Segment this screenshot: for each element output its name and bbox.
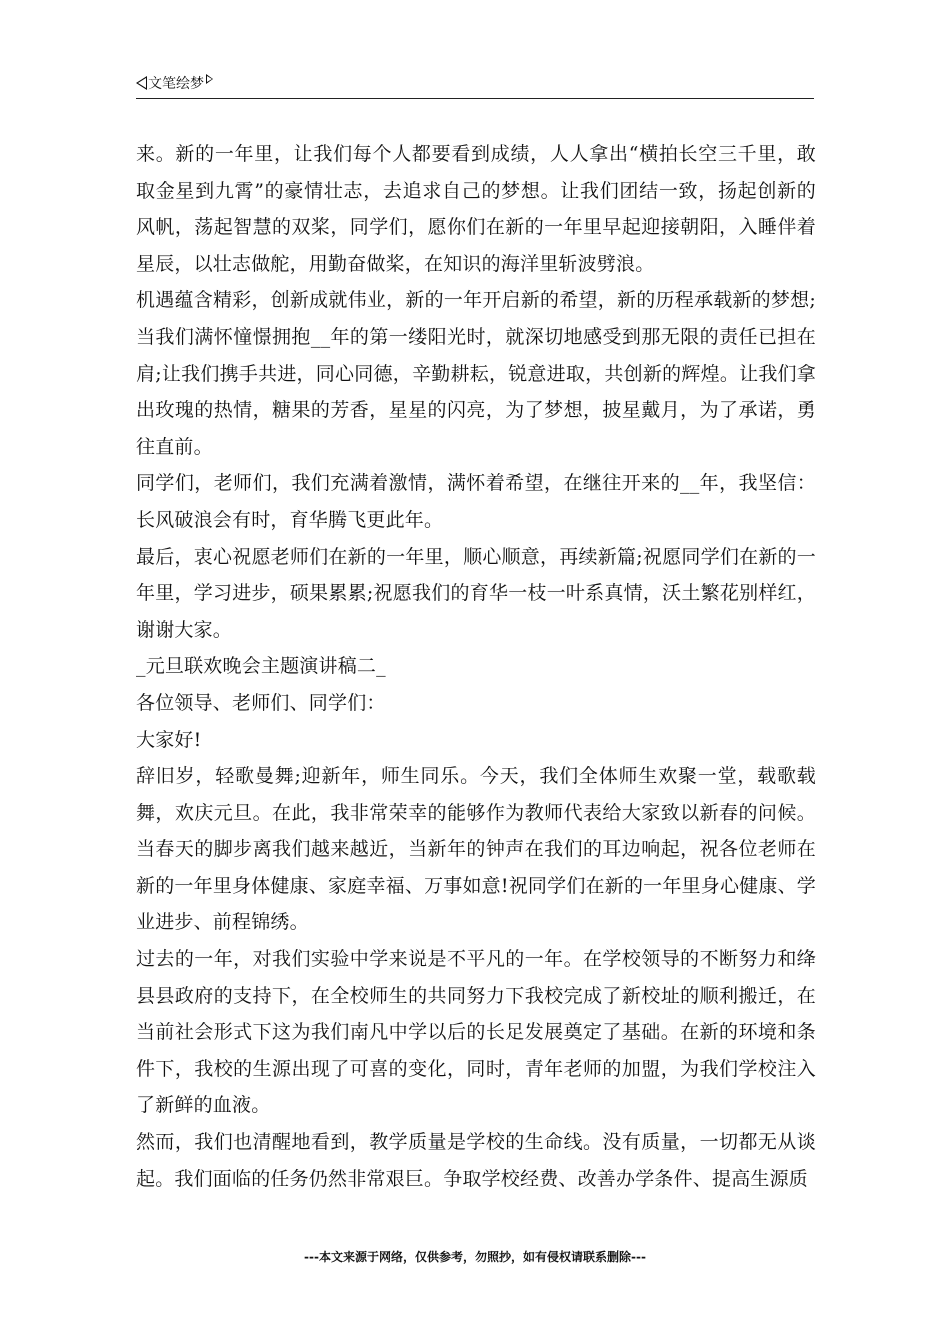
paragraph: 机遇蕴含精彩，创新成就伟业，新的一年开启新的希望，新的历程承载新的梦想;当我们满怀憧憬拥抱__年的第一缕阳光时，就深切地感受到那无限的责任已担在肩;让我们携手共进，同心同德，辛勤耕耘，锐意进取，共创新的辉煌。让我们拿出玫瑰的热情，糖果的芳香，星星的闪亮，为了梦想，披星戴月，为了承诺，勇往直前。 (136, 289, 816, 458)
paragraph: 辞旧岁，轻歌曼舞;迎新年，师生同乐。今天，我们全体师生欢聚一堂，载歌载舞，欢庆元旦。在此，我非常荣幸的能够作为教师代表给大家致以新春的问候。当春天的脚步离我们越来越近，当新年的钟声在我们的耳边响起，祝各位老师在新的一年里身体健康、家庭幸福、万事如意!祝同学们在新的一年里身心健康、学业进步、前程锦绣。 (136, 765, 816, 934)
paragraph: 同学们，老师们，我们充满着激情，满怀着希望，在继往开来的__年，我坚信：长风破浪会有时，育华腾飞更此年。 (136, 472, 816, 531)
section-title: _元旦联欢晚会主题演讲稿二_ (136, 655, 386, 678)
page-header (136, 74, 814, 99)
paragraph: 来。新的一年里，让我们每个人都要看到成绩，人人拿出“横拍长空三千里，敢取金星到九霄”的豪情壮志，去追求自己的梦想。让我们团结一致，扬起创新的风帆，荡起智慧的双桨，同学们，愿你们在新的一年里早起迎接朝阳，入睡伴着星辰，以壮志做舵，用勤奋做桨，在知识的海洋里斩波劈浪。 (136, 143, 816, 275)
header-brand (136, 74, 213, 94)
greeting: 大家好! (136, 728, 202, 751)
document-body (136, 136, 816, 1197)
paragraph: 过去的一年，对我们实验中学来说是不平凡的一年。在学校领导的不断努力和绛县县政府的支持下，在全校师生的共同努力下我校完成了新校址的顺利搬迁，在当前社会形式下这为我们南凡中学以后的长足发展奠定了基础。在新的环境和条件下，我校的生源出现了可喜的变化，同时，青年老师的加盟，为我们学校注入了新鲜的血液。 (136, 948, 816, 1117)
brand-text: 文笔绘梦 (148, 76, 204, 92)
paragraph: 最后，衷心祝愿老师们在新的一年里，顺心顺意，再续新篇;祝愿同学们在新的一年里，学习进步，硕果累累;祝愿我们的育华一枝一叶系真情，沃土繁花别样红，谢谢大家。 (136, 545, 816, 641)
paragraph: 然而，我们也清醒地看到，教学质量是学校的生命线。没有质量，一切都无从谈起。我们面临的任务仍然非常艰巨。争取学校经费、改善办学条件、提高生源质 (136, 1131, 816, 1190)
salutation: 各位领导、老师们、同学们： (136, 691, 386, 714)
left-triangle-icon (136, 76, 147, 90)
footer-disclaimer: ---本文来源于网络，仅供参考，勿照抄，如有侵权请联系删除--- (304, 1250, 646, 1264)
right-triangle-icon (206, 74, 213, 84)
